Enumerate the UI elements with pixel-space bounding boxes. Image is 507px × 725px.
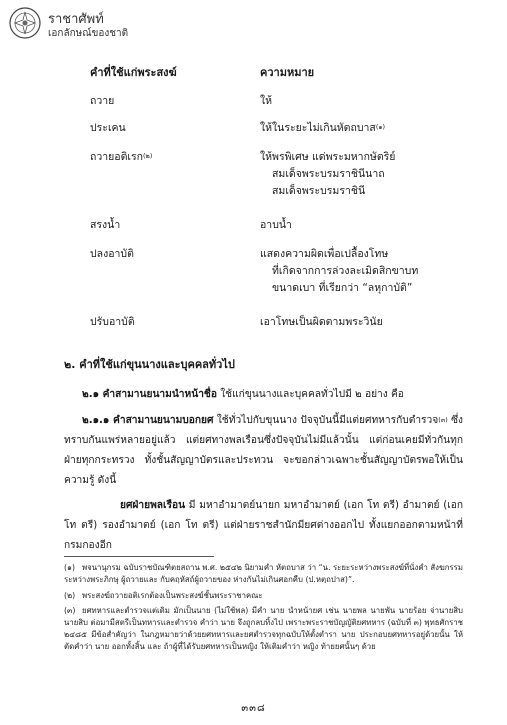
emblem-icon xyxy=(8,6,42,40)
header-subtitle: เอกลักษณ์ของชาติ xyxy=(48,28,129,39)
paragraph-text: ใช้ทั่วไปกับขุนนาง ปัจจุบันนี้มีแต่ยศทหารกับตำรวจ xyxy=(213,415,439,426)
footnote-ref: (๓) xyxy=(438,416,448,424)
meaning-cell xyxy=(260,149,395,200)
meaning-line: สมเด็จพระบรมราชินี xyxy=(272,185,366,197)
term-cell: ปรับอาบัติ xyxy=(90,316,135,328)
meaning-line: แสดงความผิดเพื่อเปลื้องโทษ xyxy=(260,248,389,260)
term-cell: สรงน้ำ xyxy=(90,219,121,231)
term-cell: ประเคน xyxy=(90,122,126,134)
subsection-heading: ๒.๑.๑ คำสามานยนามบอกยศ xyxy=(82,415,214,426)
meaning-line: สมเด็จพระบรมราชินีนาถ xyxy=(272,168,385,180)
section-heading: ๒. คำที่ใช้แก่ขุนนางและบุคคลทั่วไป xyxy=(64,358,235,371)
rank-category: ยศฝ่ายพลเรือน xyxy=(120,500,186,511)
footnote-mark: (๒) xyxy=(64,591,76,600)
footnote-divider xyxy=(64,556,214,557)
running-header xyxy=(8,6,148,42)
paragraph-text: มี มหาอำมาตย์นายก มหาอำมาตย์ (เอก โท ตรี) อำมาตย์ (เอก โท ตรี) รองอำมาตย์ (เอก โท ตรี) แต่ฝ่ายราชสำนักมียศต่างออกไป ทั้งแยกออกตามหน้าที่กรมกองอีก xyxy=(64,500,463,551)
meaning-line: ที่เกิดจากการล่วงละเมิดสิกขาบท xyxy=(272,265,419,277)
paragraph xyxy=(64,385,463,405)
paragraph-text: ใช้แก่ขุนนางและบุคคลทั่วไปมี ๒ อย่าง คือ xyxy=(216,389,404,400)
footnote-text: พจนานุกรม ฉบับราชบัณฑิตยสถาน พ.ศ. ๒๕๔๒ นิยามคำ หัตถบาส ว่า “น. ระยะระหว่างพระสงฆ์ที่นั่งคำ สังฆกรรมระหว่างพระภิกษุ ผู้ถวายและ กับคฤหัสถ์ผู้ถวายของ ห่างกันไม่เกินศอกคืบ (ป.หตฺถปาส)”. xyxy=(64,563,463,584)
subsection-heading: ๒.๑ คำสามานยนามนำหน้าชื่อ xyxy=(82,389,217,400)
paragraph-text: ซึ่งทราบกันแพร่หลายอยู่แล้ว แต่ยศทางพลเรือนซึ่งปัจจุบันไม่มีแล้วนั้น แต่ก่อนเคยมีทั่วกันทุกฝ่ายทุกกระทรวง ทั้งชั้นสัญญาบัตรและประทวน จะขอกล่าวเฉพาะชั้นสัญญาบัตรพอให้เป็นความรู้ ดังนี้ xyxy=(64,415,463,486)
footnote xyxy=(64,605,463,653)
footnote xyxy=(64,562,463,586)
term-text: ถวายอติเรก xyxy=(90,151,144,163)
term-cell xyxy=(90,149,152,166)
footnote-text: พระสงฆ์ถวายอติเรกต้องเป็นพระสงฆ์ชั้นพระราชาคณะ xyxy=(82,591,263,600)
header-title: ราชาศัพท์ xyxy=(48,12,104,27)
col-header-meaning: ความหมาย xyxy=(260,66,315,79)
term-cell: ถวาย xyxy=(90,95,115,107)
paragraph xyxy=(64,496,463,556)
meaning-cell: เอาโทษเป็นผิดตามพระวินัย xyxy=(260,316,383,328)
footnote-ref: (๒) xyxy=(143,152,153,160)
page-number: ๓๓๘ xyxy=(241,703,266,714)
footnote-text: ยศทหารและตำรวจแต่เดิม มักเป็นนาย (ไม่ใช้พล) มีคำ นาย นำหน้ายศ เช่น นายพล นายพัน นายร้อย จ่านายสิบ นายสิบ ต่อมามีสตรีเป็นทหารและตำรวจ คำว่า นาย จึงถูกลบทิ้งไป เพราะพระราชบัญญัติยศทหาร (ฉบับที่ ๓) พุทธศักราช ๒๔๘๕ มีข้อสำคัญว่า ในกฎหมายว่าด้วยยศทหารและยศตำรวจทุกฉบับให้ตั้งตำรา นาย ประกอบยศทหารอยู่ด้วยนั้น ให้ตัดคำว่า นาย ออกทั้งสิ้น และ ถ้าผู้ที่ได้รับยศทหารเป็นหญิง ให้เติมคำว่า หญิง ท้ายยศนั้นๆ ด้วย xyxy=(64,606,463,651)
meaning-cell xyxy=(260,120,385,137)
meaning-cell: ให้ xyxy=(260,95,273,107)
meaning-cell: อาบน้ำ xyxy=(260,219,292,231)
meaning-line: ให้พรพิเศษ แด่พระมหากษัตริย์ xyxy=(260,151,396,163)
meaning-cell xyxy=(260,246,418,297)
footnote-mark: (๑) xyxy=(64,563,76,572)
term-cell: ปลงอาบัติ xyxy=(90,248,134,260)
footnote xyxy=(64,590,463,602)
col-header-term: คำที่ใช้แก่พระสงฆ์ xyxy=(90,66,177,79)
footnote-mark: (๓) xyxy=(64,606,76,615)
meaning-line: ขนาดเบา ที่เรียกว่า “ลหุกาบัติ” xyxy=(272,282,413,294)
paragraph xyxy=(64,411,463,491)
footnote-ref: (๑) xyxy=(375,123,386,131)
meaning-line: ให้ในระยะไม่เกินหัตถบาส xyxy=(260,122,376,134)
